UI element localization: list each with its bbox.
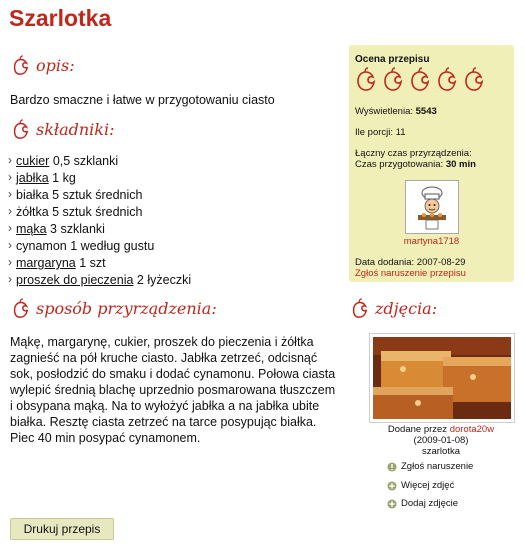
ingredient-name: białka bbox=[16, 188, 49, 202]
apple-logo-icon bbox=[349, 297, 371, 319]
views-count: Wyświetlenia: 5543 bbox=[355, 106, 437, 117]
plus-circle-icon bbox=[387, 481, 397, 491]
recipe-photo bbox=[373, 337, 511, 419]
report-photo-link[interactable]: Zgłoś naruszenie bbox=[387, 461, 473, 472]
ingredient-link[interactable]: mąka bbox=[16, 222, 47, 236]
rating-apple-icon[interactable] bbox=[462, 67, 486, 91]
ingredients-list bbox=[8, 153, 191, 289]
apple-logo-icon bbox=[10, 54, 32, 76]
section-photos-header bbox=[349, 297, 437, 319]
ingredient-item: › cynamon 1 według gustu bbox=[8, 238, 191, 255]
chef-avatar-icon bbox=[406, 181, 458, 233]
ingredient-item: › proszek do pieczenia 2 łyżeczki bbox=[8, 272, 191, 289]
alert-icon bbox=[387, 462, 397, 472]
total-time-label: Łączny czas przyrządzenia: bbox=[355, 148, 472, 159]
ingredient-name: cynamon bbox=[16, 239, 67, 253]
author-username-link[interactable]: martyna1718 bbox=[403, 236, 460, 247]
recipe-description: Bardzo smaczne i łatwe w przygotowaniu ciasto bbox=[10, 93, 275, 107]
section-preparation-header bbox=[10, 297, 217, 319]
photo-caption: Dodane przez dorota20w (2009-01-08) szarlotka bbox=[349, 424, 525, 457]
prep-time: Czas przygotowania: 30 min bbox=[355, 159, 476, 170]
portions: Ile porcji: 11 bbox=[355, 127, 406, 138]
section-preparation-label: sposób przyrządzenia: bbox=[36, 298, 217, 318]
plus-circle-icon bbox=[387, 499, 397, 509]
rating-stars[interactable] bbox=[354, 67, 486, 91]
add-photo-link[interactable]: Dodaj zdjęcie bbox=[387, 498, 458, 509]
section-opis-header bbox=[10, 54, 75, 76]
user-avatar[interactable] bbox=[405, 180, 459, 234]
ingredient-item: › jabłka 1 kg bbox=[8, 170, 191, 187]
section-ingredients-header bbox=[10, 118, 115, 140]
report-recipe-link[interactable]: Zgłoś naruszenie przepisu bbox=[355, 268, 466, 279]
ingredient-item: › margaryna 1 szt bbox=[8, 255, 191, 272]
section-photos-label: zdjęcia: bbox=[375, 298, 438, 318]
more-photos-link[interactable]: Więcej zdjęć bbox=[387, 480, 454, 491]
ingredient-item: › żółtka 5 sztuk średnich bbox=[8, 204, 191, 221]
recipe-photo-frame[interactable] bbox=[369, 333, 515, 423]
rating-label: Ocena przepisu bbox=[355, 54, 430, 65]
photo-title: szarlotka bbox=[421, 446, 460, 457]
photo-date: (2009-01-08) bbox=[413, 435, 469, 446]
rating-apple-icon[interactable] bbox=[435, 67, 459, 91]
rating-apple-icon[interactable] bbox=[408, 67, 432, 91]
section-ingredients-label: składniki: bbox=[36, 119, 115, 139]
ingredient-link[interactable]: proszek do pieczenia bbox=[16, 273, 134, 287]
print-recipe-button[interactable]: Drukuj przepis bbox=[10, 518, 114, 540]
apple-logo-icon bbox=[10, 118, 32, 140]
ingredient-item: › cukier 0,5 szklanki bbox=[8, 153, 191, 170]
recipe-info-panel bbox=[349, 45, 514, 282]
section-opis-label: opis: bbox=[36, 55, 75, 75]
ingredient-link[interactable]: jabłka bbox=[16, 171, 49, 185]
rating-apple-icon[interactable] bbox=[354, 67, 378, 91]
ingredient-item: › mąka 3 szklanki bbox=[8, 221, 191, 238]
ingredient-link[interactable]: margaryna bbox=[16, 256, 76, 270]
rating-apple-icon[interactable] bbox=[381, 67, 405, 91]
ingredient-name: żółtka bbox=[16, 205, 49, 219]
date-added: Data dodania: 2007-08-29 bbox=[355, 257, 466, 268]
preparation-text: Mąkę, margarynę, cukier, proszek do pieczenia i żółtka zagnieść na pół kruche ciasto. Jabłka zetrzeć, odcisnąć sok, posłodzić do smaku i dodać cynamonu. Połowa ciasta wylepić średnią blachę uprzednio posmarowana tłuszczem i obsypana mąką. Na to wyłożyć jabłka a na jabłka ubite białka. Resztę ciasta zetrzeć na tarce posypując białka. Piec 40 min posypać cynamonem. bbox=[10, 335, 336, 445]
recipe-title: Szarlotka bbox=[9, 5, 112, 31]
photo-author-link[interactable]: dorota20w bbox=[449, 424, 495, 435]
apple-logo-icon bbox=[10, 297, 32, 319]
ingredient-link[interactable]: cukier bbox=[16, 154, 50, 168]
ingredient-item: › białka 5 sztuk średnich bbox=[8, 187, 191, 204]
